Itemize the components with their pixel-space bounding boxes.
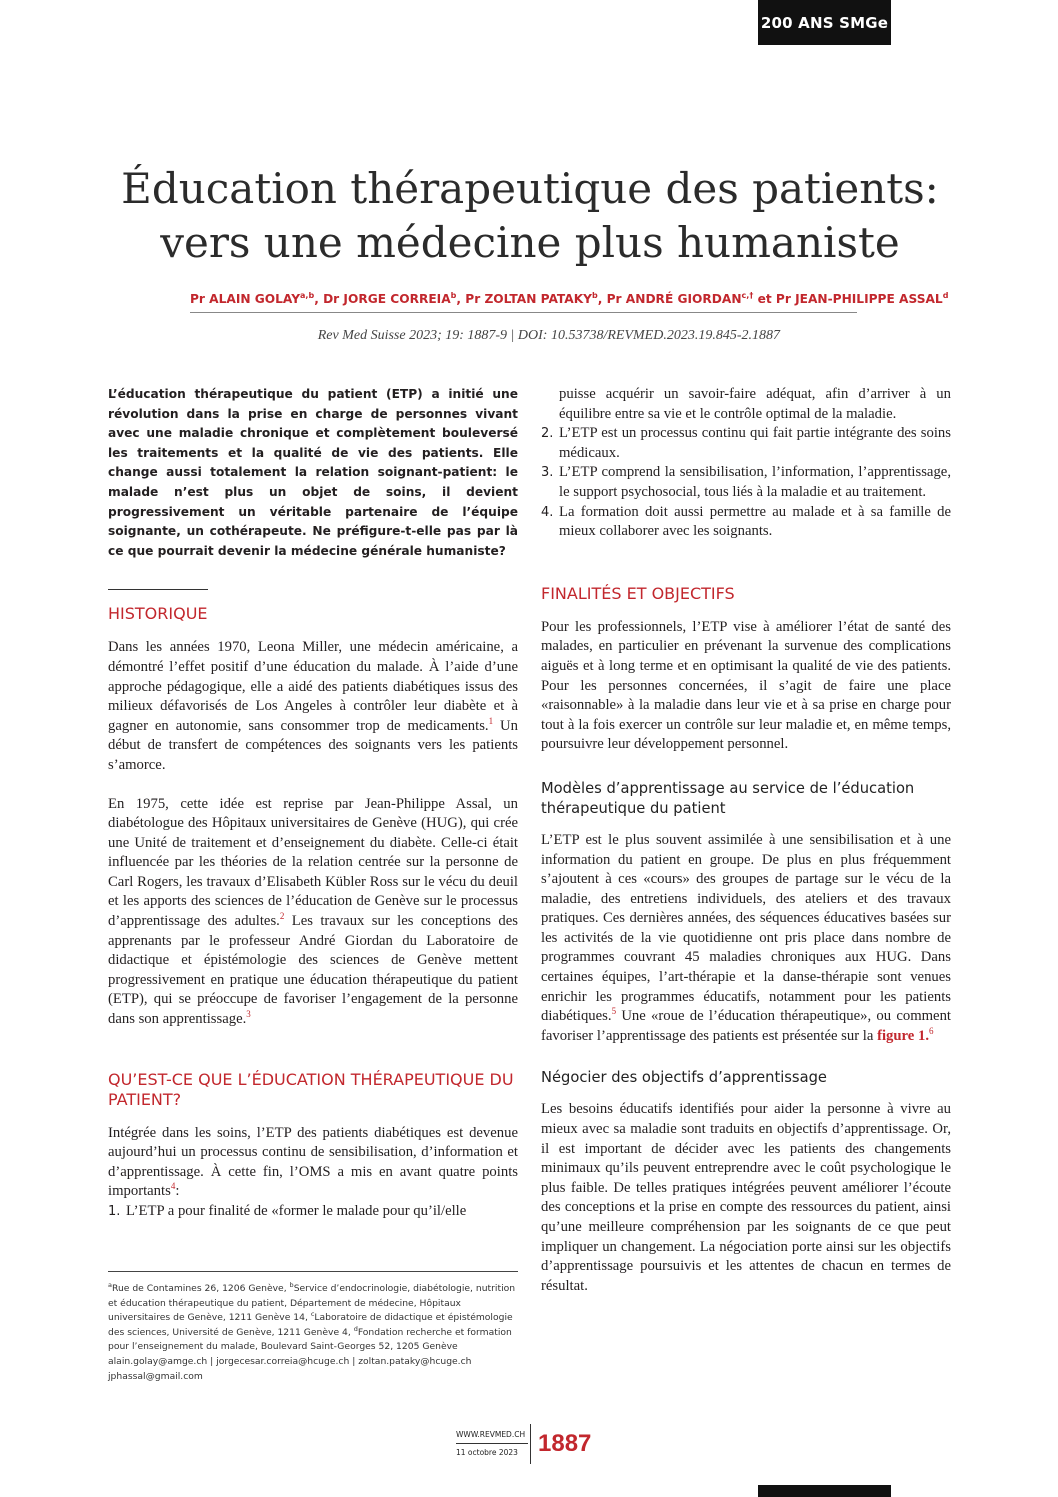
footnote-divider	[108, 1271, 518, 1272]
journal-url[interactable]: WWW.REVMED.CH	[456, 1430, 528, 1444]
figure-1-link[interactable]: figure 1.	[877, 1027, 930, 1044]
list-item: 4. La formation doit aussi permettre au malade et à sa famille de mieux collaborer avec les soignants.	[541, 503, 951, 540]
heading-quest-ce-que: QU’EST-CE QUE L’ÉDUCATION THÉRAPEUTIQUE DU PATIENT?	[108, 1069, 514, 1109]
negocier-paragraph: Les besoins éducatifs identifiés pour aider la personne à vivre au mieux avec sa maladie sont traduits en objectifs d’apprentissage. Or, il est important de décider avec les patients des changements minimaux qu’ils peuvent entreprendre avec le coût psychologique le plus faible. De telles pratiques intégrées peuvent améliorer l’écoute des conceptions et la prise en compte des ressources du patient, ainsi qu’une meilleure compréhension par les soignants de ce que peut impliquer un changement. La négociation porte ainsi sur les objectifs d’apprentissage poursuivis et les attentes de chacun en termes de résultat.	[541, 1101, 951, 1294]
historique-paragraph-1: Dans les années 1970, Leona Miller, une médecin américaine, a démontré l’effet positif d’une éducation du malade. À l’aide d’une approche pédagogique, elle a aidé des patients diabétiques issus des milieux défavorisés de Los Angeles à contrôler leur diabète et à gagner en autonomie, sans consommer trop de medicaments.$^1$ Un début de transfert de compétences des soignants vers les patients s’amorce.	[108, 639, 519, 773]
author: Pr ZOLTAN PATAKY$^b$,	[465, 290, 607, 306]
section-badge: 200 ANS SMGe	[758, 0, 891, 45]
article-title	[60, 162, 1000, 270]
title-line-1: Éducation thérapeutique des patients:	[121, 164, 939, 213]
issue-date: 11 octobre 2023	[456, 1448, 518, 1457]
abstract: L’éducation thérapeutique du patient (ETP) a initié une révolution dans la prise en charge de personnes vivant avec une maladie chronique et complètement bouleversé les traitements et la qualité de vie des patients. Elle change aussi totalement la relation soignant-patient: le malade n’est plus un objet de soins, il devient progressivement un véritable partenaire de l’équipe soignante, un cothérapeute. Ne préfigure-t-elle pas par là ce que pourrait devenir la médecine générale humaniste?	[108, 387, 518, 558]
affiliations-footnote: $^a$Rue de Contamines 26, 1206 Genève, $^b$Service d’endocrinologie, diabétologie, nutrition et éducation thérapeutique du patient, Département de médecine, Hôpitaux universitaires de Genève, 1211 Genève 14, $^c$Laboratoire de didactique et épistémologie des sciences, Université de Genève, 1211 Genève 4, $^d$Fondation recherche et formation pour l’enseignement du malade, Boulevard Saint-Georges 52, 1205 Genève alain.golay@amge.ch | jorgecesar.correia@hcuge.ch | zoltan.pataky@hcuge.ch jphassal@gmail.com	[108, 1280, 516, 1382]
author: Dr JORGE CORREIA$^b$,	[323, 290, 466, 306]
citation-doi: Rev Med Suisse 2023; 19: 1887-9 | DOI: 10.53738/REVMED.2023.19.845-2.1887	[317, 328, 780, 343]
author-emails[interactable]: alain.golay@amge.ch | jorgecesar.correia@hcuge.ch | zoltan.pataky@hcuge.ch	[108, 1355, 472, 1367]
modeles-paragraph: L’ETP est le plus souvent assimilée à une sensibilisation et à une information du patient en groupe. De plus en plus fréquemment s’ajoutent à ces «cours» des groupes de partage sur le vécu de la maladie, des entretiens individuels, des ateliers et des travaux pratiques. Ces dernières années, des séquences éducatives basées sur les activités de la vie quotidienne ont pris place dans nombre de programmes couvrant 45 maladies chroniques aux HUG. Dans certaines équipes, l’art-thérapie et la danse-thérapie sont venues enrichir les programmes éducatifs, notamment pour les patients diabétiques.$^5$ Une «roue de l’éducation thérapeutique», ou comment favoriser l’apprentissage des patients est présentée sur la figure 1.$^6$	[541, 831, 951, 1044]
list-item: 2. L’ETP est un processus continu qui fait partie intégrante des soins médicaux.	[541, 425, 951, 461]
left-column	[108, 385, 518, 1222]
list-item: puisse acquérir un savoir-faire adéquat, afin d’arriver à un équilibre entre sa vie et le contrôle optimal de la maladie.	[559, 386, 951, 422]
footer-divider	[530, 1424, 531, 1464]
right-column	[541, 385, 951, 1315]
heading-finalites: FINALITÉS ET OBJECTIFS	[541, 583, 735, 603]
author-list	[190, 290, 949, 313]
historique-paragraph-2: En 1975, cette idée est reprise par Jean-Philippe Assal, un diabétologue des Hôpitaux universitaires de Genève (HUG), qui crée une Unité de traitement et d’enseignement du diabète. Celle-ci était influencée par les théories de la relation centrée sur la personne de Carl Rogers, les travaux d’Elisabeth Kübler Ross sur le vécu du deuil et les apports des sciences de l’éducation de Genève sur le processus d’apprentissage des adultes.$^2$ Les travaux sur les conceptions des apprenants par le professeur André Giordan du Laboratoire de didactique et épistémologie des sciences de Genève mettent progressivement en pratique une éducation thérapeutique du patient (ETP), qui se préoccupe de favoriser l’engagement de la personne dans son apprentissage.$^3$	[108, 795, 518, 1028]
oms-points-list	[108, 1202, 518, 1222]
title-line-2: vers une médecine plus humaniste	[160, 218, 900, 267]
author: Pr ALAIN GOLAY$^{a,b}$,	[190, 290, 324, 306]
bottom-bar	[758, 1485, 891, 1497]
author: Pr ANDRÉ $GIORDAN^{c,\dagger}$ et	[606, 290, 776, 306]
heading-historique: HISTORIQUE	[108, 604, 208, 624]
heading-negocier: Négocier des objectifs d’apprentissage	[541, 1069, 827, 1087]
list-item: 1. L’ETP a pour finalité de «former le malade pour qu’il/elle	[108, 1203, 467, 1219]
heading-modeles: Modèles d’apprentissage au service de l’éducation thérapeutique du patient	[541, 779, 915, 817]
abstract-divider	[108, 589, 208, 590]
author-email-last[interactable]: jphassal@gmail.com	[108, 1370, 203, 1382]
author: Pr JEAN-PHILIPPE ASSAL$^d$	[775, 290, 949, 306]
quest-paragraph-1: Intégrée dans les soins, l’ETP des patients diabétiques est devenue aujourd’hui un processus continu de sensibilisation, d’information et d’apprentissage. À cette fin, l’OMS a mis en avant quatre points importants$^4$:	[108, 1124, 518, 1200]
list-item: 3. L’ETP comprend la sensibilisation, l’information, l’apprentissage, le support psychosocial, tous liés à la maladie et au traitement.	[541, 464, 951, 500]
finalites-paragraph: Pour les professionnels, l’ETP vise à améliorer l’état de santé des malades, en particulier en prévenant la survenue des complications aiguës et à long terme et en optimisant la qualité de vie des patients. Pour les personnes concernées, il s’agit de faire une place «raisonnable» à la maladie dans leur vie et à sa prise en charge pour tout à la fois exercer un contrôle sur leur maladie et, en même temps, poursuivre leur développement personnel.	[541, 618, 951, 753]
oms-points-list-continued	[541, 385, 951, 542]
page-number: 1887	[538, 1430, 592, 1457]
